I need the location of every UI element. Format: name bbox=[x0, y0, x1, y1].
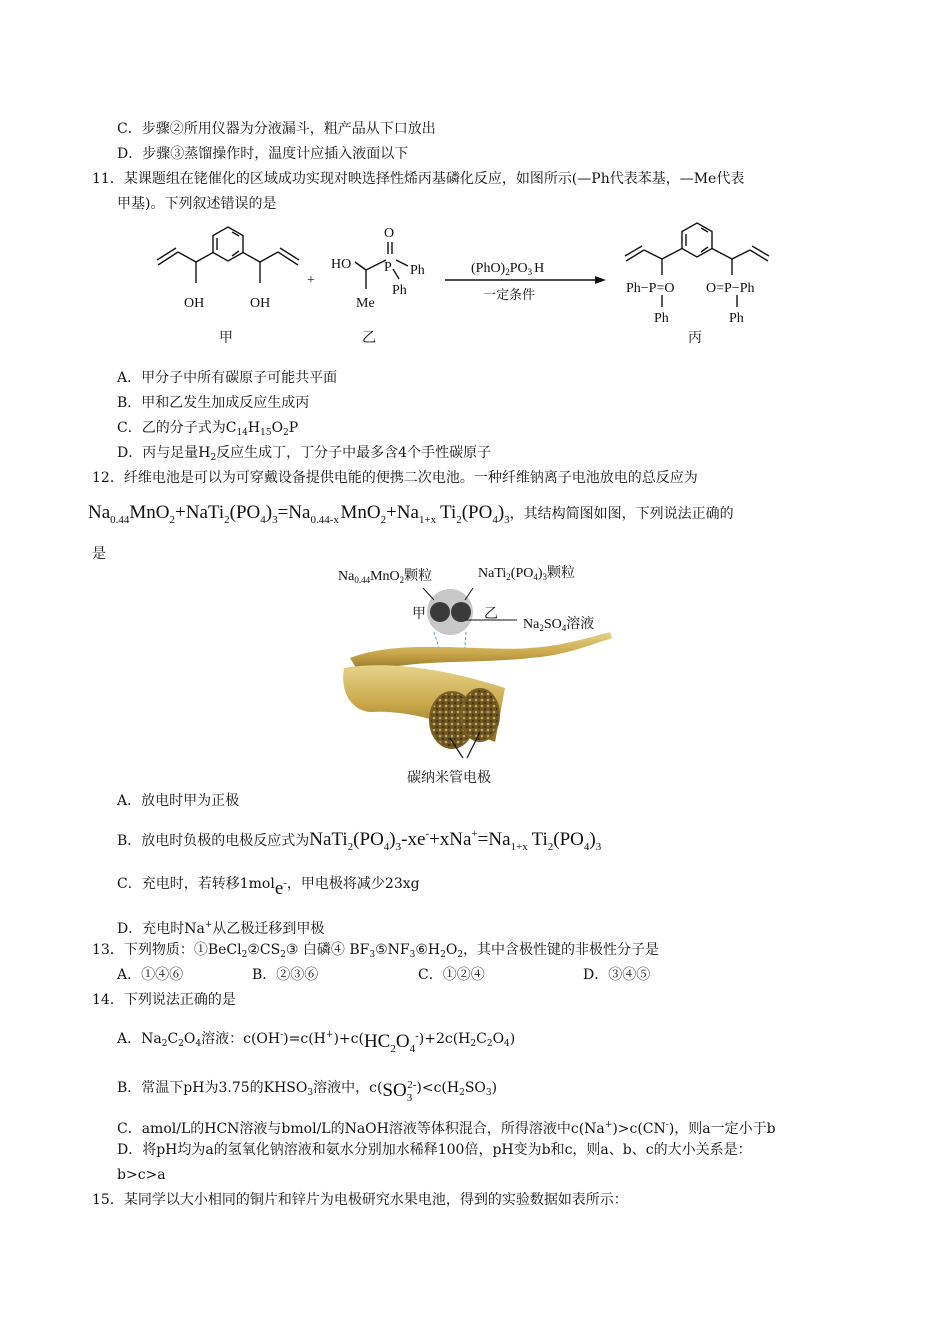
q11-option-b: B．甲和乙发生加成反应生成丙 bbox=[117, 395, 310, 411]
q12-stem-line3: 是 bbox=[92, 546, 106, 562]
label-jia: 甲 bbox=[412, 607, 426, 622]
yi-ph-right: Ph bbox=[410, 263, 425, 278]
q11-option-c: C．乙的分子式为$C_{14}H_{15}O_2P$ bbox=[117, 420, 299, 438]
q10-option-c: C．步骤②所用仪器为分液漏斗，粗产品从下口放出 bbox=[117, 121, 436, 137]
yi-ph-bottom: Ph bbox=[392, 283, 407, 298]
yi-me: Me bbox=[356, 296, 375, 311]
q15-stem: 15．某同学以大小相同的铜片和锌片为电极研究水果电池，得到的实验数据如表所示： bbox=[92, 1192, 628, 1208]
q12-total-reaction: $Na_{0.44}MnO_2+NaTi_2(PO_4)_3=Na_{0.44-x}$ $MnO_2+Na_{1+x}$ $Ti_2(PO_4)_3$，其结构简图如图，下列说法正确的 bbox=[88, 502, 734, 526]
plus-sign: + bbox=[307, 273, 315, 288]
label-nati2po43: $NaTi_2(PO_4)_3$颗粒 bbox=[478, 565, 576, 582]
yi-ho: HO bbox=[331, 257, 352, 272]
label-carbon-nanotube-electrode: 碳纳米管电极 bbox=[407, 771, 491, 786]
yi-phosphorus: P bbox=[384, 260, 392, 275]
bing-ph-p-o: Ph−P=O bbox=[626, 281, 675, 296]
q12-stem-line1: 12．纤维电池是可以为可穿戴设备提供电能的便携二次电池。一种纤维钠离子电池放电的总反应为 bbox=[92, 470, 698, 486]
yi-oxygen: O bbox=[384, 226, 395, 241]
label-na2so4: $Na_2SO_4$溶液 bbox=[523, 616, 595, 633]
particle-jia bbox=[430, 602, 450, 622]
label-yi: 乙 bbox=[484, 607, 498, 622]
q14-stem: 14．下列说法正确的是 bbox=[92, 992, 236, 1008]
bing-o-p-ph: O=P−Ph bbox=[706, 281, 755, 296]
label-jia: 甲 bbox=[219, 331, 233, 346]
condition-label: 一定条件 bbox=[483, 287, 536, 302]
q11-option-d: D．丙与足量$H_2$反应生成丁，丁分子中最多含4个手性碳原子 bbox=[117, 445, 492, 463]
q11-option-a: A．甲分子中所有碳原子可能共平面 bbox=[117, 370, 338, 386]
label-yi: 乙 bbox=[362, 331, 376, 346]
reagent-label: $(PhO)_2PO_3$ H bbox=[471, 261, 545, 277]
q14-option-c: C．amol/L的HCN溶液与bmol/L的NaOH溶液等体积混合，所得溶液中c(Na+)>c(CN-)，则a一定小于b bbox=[117, 1120, 776, 1137]
label-bing: 丙 bbox=[688, 331, 702, 346]
q14-option-b: B．常温下pH为3.75的$KHSO_3$溶液中，$c(SO_3^{2-})<c(H_2SO_3)$ bbox=[117, 1079, 498, 1104]
jia-oh-left: OH bbox=[184, 296, 205, 311]
q14-option-a: A．$Na_2C_2O_4$溶液：$c(OH^-)=c(H^+)+c(HC_2O_4^-)+2c(H_2C_2O_4)$ bbox=[117, 1030, 516, 1055]
particle-yi bbox=[451, 602, 471, 622]
q12-battery-figure bbox=[330, 560, 630, 790]
q12-option-b: B．放电时负极的电极反应式为$NaTi_2(PO_4)_3-xe^-+xNa^+=Na_{1+x}$ $Ti_2(PO_4)_3$ bbox=[117, 828, 602, 853]
q12-option-d: D．充电时Na+从乙极迁移到甲极 bbox=[117, 920, 325, 937]
q14-option-d-line2: b>c>a bbox=[117, 1167, 166, 1183]
q11-stem-line1: 11．某课题组在铑催化的区域成功实现对映选择性烯丙基磷化反应，如图所示(—Ph代表苯基，—Me代表 bbox=[92, 171, 745, 187]
q10-option-d: D．步骤③蒸馏操作时，温度计应插入液面以下 bbox=[117, 146, 409, 162]
label-na044mno2: $Na_{0.44}MnO_2$颗粒 bbox=[338, 568, 433, 585]
jia-oh-right: OH bbox=[250, 296, 271, 311]
q13-option-a: A．①④⑥ bbox=[117, 967, 184, 983]
q11-reaction-scheme bbox=[140, 215, 790, 355]
q14-option-d-line1: D．将pH均为a的氢氧化钠溶液和氨水分别加水稀释100倍，pH变为b和c，则a、b、c的大小关系是： bbox=[117, 1142, 752, 1158]
q12-option-a: A．放电时甲为正极 bbox=[117, 793, 240, 809]
q12-option-c: C．充电时，若转移1mole-，甲电极将减少23xg bbox=[117, 876, 420, 899]
bing-ph-right: Ph bbox=[729, 311, 744, 326]
q13-option-d: D．③④⑤ bbox=[583, 967, 651, 983]
q11-stem-line2: 甲基)。下列叙述错误的是 bbox=[117, 196, 277, 212]
q13-stem: 13．下列物质：$①BeCl_2②CS_2③$ 白磷④ $BF_3⑤NF_3⑥H_2O_2$，其中含极性键的非极性分子是 bbox=[92, 942, 660, 960]
bing-ph-left: Ph bbox=[654, 311, 669, 326]
q13-option-c: C．①②④ bbox=[418, 967, 485, 983]
q13-option-b: B．②③⑥ bbox=[252, 967, 319, 983]
